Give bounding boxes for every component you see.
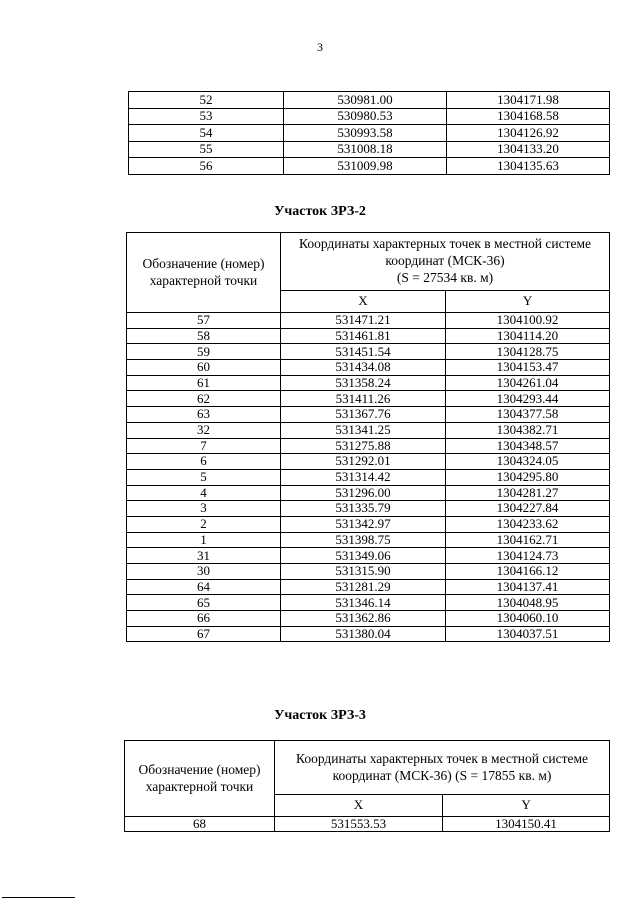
x-coordinate-cell: 531281.29	[281, 579, 446, 595]
point-number-cell: 57	[127, 313, 281, 329]
table-row	[127, 579, 610, 595]
table-row	[127, 626, 610, 642]
x-coordinate-cell: 531292.01	[281, 454, 446, 470]
coordinates-header	[281, 233, 610, 291]
y-coordinate-cell: 1304324.05	[446, 454, 610, 470]
x-coordinate-cell: 531451.54	[281, 344, 446, 360]
point-number-cell: 66	[127, 611, 281, 627]
table-header-row	[125, 741, 610, 795]
point-number-cell: 56	[129, 158, 284, 175]
table-row	[127, 595, 610, 611]
x-coordinate-cell: 531461.81	[281, 328, 446, 344]
y-coordinate-cell: 1304128.75	[446, 344, 610, 360]
x-coordinate-cell: 531275.88	[281, 438, 446, 454]
y-coordinate-cell: 1304377.58	[446, 407, 610, 423]
point-number-cell: 55	[129, 141, 284, 158]
x-coordinate-cell: 531471.21	[281, 313, 446, 329]
coordinates-table-zrz3	[124, 740, 610, 832]
y-column-header: Y	[446, 291, 610, 313]
table-row	[127, 611, 610, 627]
y-coordinate-cell: 1304153.47	[446, 360, 610, 376]
table-row	[127, 469, 610, 485]
point-number-cell: 52	[129, 92, 284, 109]
table-body	[127, 313, 610, 642]
x-coordinate-cell: 531411.26	[281, 391, 446, 407]
x-coordinate-cell: 531553.53	[275, 817, 443, 832]
table-row	[127, 485, 610, 501]
point-number-cell: 31	[127, 548, 281, 564]
y-coordinate-cell: 1304048.95	[446, 595, 610, 611]
point-label-header: Обозначение (номер) характерной точки	[125, 741, 275, 817]
y-coordinate-cell: 1304060.10	[446, 611, 610, 627]
x-coordinate-cell: 531008.18	[284, 141, 447, 158]
table-row	[129, 141, 610, 158]
point-number-cell: 60	[127, 360, 281, 376]
y-coordinate-cell: 1304295.80	[446, 469, 610, 485]
table-row	[125, 817, 610, 832]
y-coordinate-cell: 1304150.41	[443, 817, 610, 832]
y-coordinate-cell: 1304168.58	[447, 108, 610, 125]
x-coordinate-cell: 530980.53	[284, 108, 447, 125]
table-row	[127, 548, 610, 564]
table-row	[127, 501, 610, 517]
table-body	[125, 817, 610, 832]
y-coordinate-cell: 1304382.71	[446, 422, 610, 438]
table-row	[127, 328, 610, 344]
y-coordinate-cell: 1304293.44	[446, 391, 610, 407]
point-number-cell: 64	[127, 579, 281, 595]
y-coordinate-cell: 1304227.84	[446, 501, 610, 517]
table-row	[127, 454, 610, 470]
coordinates-table-zrz2	[126, 232, 610, 642]
x-coordinate-cell: 531362.86	[281, 611, 446, 627]
point-number-cell: 54	[129, 125, 284, 142]
table-row	[129, 92, 610, 109]
point-number-cell: 1	[127, 532, 281, 548]
table-row	[127, 391, 610, 407]
point-number-cell: 59	[127, 344, 281, 360]
point-number-cell: 53	[129, 108, 284, 125]
table-row	[129, 158, 610, 175]
x-coordinate-cell: 531314.42	[281, 469, 446, 485]
x-coordinate-cell: 531335.79	[281, 501, 446, 517]
y-coordinate-cell: 1304261.04	[446, 375, 610, 391]
table-row	[127, 375, 610, 391]
x-coordinate-cell: 531358.24	[281, 375, 446, 391]
x-coordinate-cell: 531342.97	[281, 516, 446, 532]
x-coordinate-cell: 531315.90	[281, 564, 446, 580]
point-number-cell: 58	[127, 328, 281, 344]
table-row	[127, 564, 610, 580]
x-coordinate-cell: 531341.25	[281, 422, 446, 438]
table-row	[127, 360, 610, 376]
x-coordinate-cell: 531346.14	[281, 595, 446, 611]
x-coordinate-cell: 531434.08	[281, 360, 446, 376]
x-coordinate-cell: 530993.58	[284, 125, 447, 142]
table-row	[129, 108, 610, 125]
table-row	[127, 344, 610, 360]
point-number-cell: 65	[127, 595, 281, 611]
section-title-zrz3: Участок ЗРЗ-3	[274, 708, 366, 723]
point-number-cell: 2	[127, 516, 281, 532]
table-header-row	[127, 233, 610, 291]
x-column-header: X	[275, 795, 443, 817]
point-number-cell: 62	[127, 391, 281, 407]
y-coordinate-cell: 1304126.92	[447, 125, 610, 142]
point-number-cell: 68	[125, 817, 275, 832]
table-row	[127, 407, 610, 423]
x-coordinate-cell: 530981.00	[284, 92, 447, 109]
table-body	[129, 92, 610, 175]
y-coordinate-cell: 1304171.98	[447, 92, 610, 109]
table-row	[127, 422, 610, 438]
y-coordinate-cell: 1304037.51	[446, 626, 610, 642]
x-coordinate-cell: 531009.98	[284, 158, 447, 175]
coordinates-table-continued	[128, 91, 610, 175]
y-coordinate-cell: 1304133.20	[447, 141, 610, 158]
table-row	[127, 516, 610, 532]
table-row	[127, 313, 610, 329]
footnote-divider	[2, 897, 75, 898]
point-number-cell: 5	[127, 469, 281, 485]
y-coordinate-cell: 1304281.27	[446, 485, 610, 501]
x-column-header: X	[281, 291, 446, 313]
point-number-cell: 4	[127, 485, 281, 501]
table-row	[129, 125, 610, 142]
coordinates-header-text: Координаты характерных точек в местной системе координат (МСК-36)	[298, 236, 592, 269]
x-coordinate-cell: 531349.06	[281, 548, 446, 564]
table-row	[127, 438, 610, 454]
section-title-zrz2: Участок ЗРЗ-2	[274, 204, 366, 219]
area-text: (S = 27534 кв. м)	[396, 269, 494, 285]
y-coordinate-cell: 1304137.41	[446, 579, 610, 595]
y-coordinate-cell: 1304135.63	[447, 158, 610, 175]
point-number-cell: 3	[127, 501, 281, 517]
y-coordinate-cell: 1304348.57	[446, 438, 610, 454]
x-coordinate-cell: 531367.76	[281, 407, 446, 423]
y-coordinate-cell: 1304114.20	[446, 328, 610, 344]
y-coordinate-cell: 1304233.62	[446, 516, 610, 532]
y-column-header: Y	[443, 795, 610, 817]
y-coordinate-cell: 1304166.12	[446, 564, 610, 580]
y-coordinate-cell: 1304124.73	[446, 548, 610, 564]
x-coordinate-cell: 531398.75	[281, 532, 446, 548]
point-label-header: Обозначение (номер) характерной точки	[127, 233, 281, 313]
y-coordinate-cell: 1304100.92	[446, 313, 610, 329]
point-number-cell: 30	[127, 564, 281, 580]
x-coordinate-cell: 531296.00	[281, 485, 446, 501]
y-coordinate-cell: 1304162.71	[446, 532, 610, 548]
page-number: 3	[317, 40, 323, 54]
point-number-cell: 63	[127, 407, 281, 423]
point-number-cell: 7	[127, 438, 281, 454]
point-number-cell: 61	[127, 375, 281, 391]
x-coordinate-cell: 531380.04	[281, 626, 446, 642]
table-row	[127, 532, 610, 548]
point-number-cell: 32	[127, 422, 281, 438]
point-number-cell: 67	[127, 626, 281, 642]
point-number-cell: 6	[127, 454, 281, 470]
coordinates-header: Координаты характерных точек в местной системе координат (МСК-36) (S = 17855 кв. м)	[275, 741, 610, 795]
